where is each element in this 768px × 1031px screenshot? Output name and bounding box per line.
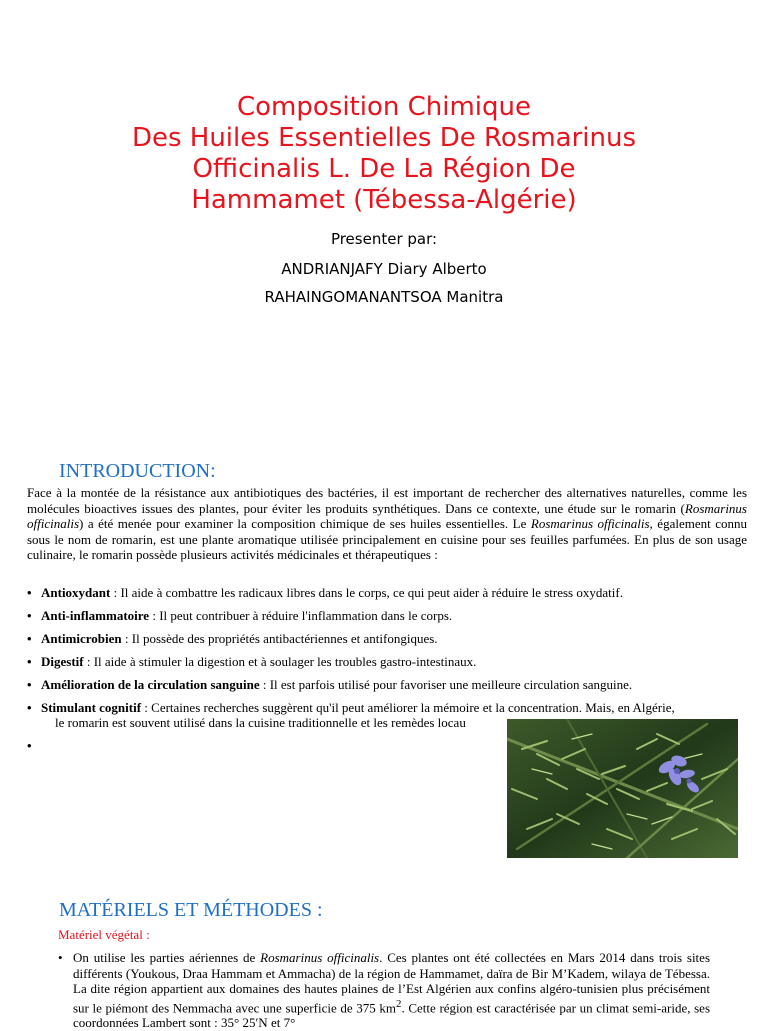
paragraph-text: On utilise les parties aériennes de xyxy=(73,950,261,965)
bullet: • xyxy=(27,631,32,646)
property-term: Digestif xyxy=(41,654,84,669)
title-line: Des Huiles Essentielles De Rosmarinus xyxy=(131,123,637,153)
bullet: • xyxy=(27,654,32,669)
property-text: : Certaines recherches suggèrent qu'il peut améliorer la mémoire et la concentration. Mais, en Algérie, xyxy=(141,700,675,715)
methods-paragraph xyxy=(58,950,710,1031)
plant-material-label: Matériel végétal : xyxy=(58,927,150,942)
property-text: : Il possède des propriétés antibactériennes et antifongiques. xyxy=(121,631,438,646)
author-name: ANDRIANJAFY Diary Alberto xyxy=(281,260,487,278)
rosemary-photo xyxy=(507,719,738,858)
species-name: Rosmarinus officinalis xyxy=(260,950,380,965)
list-item xyxy=(27,608,747,623)
methods-heading: MATÉRIELS ET MÉTHODES : xyxy=(59,899,323,921)
title-line: Hammamet (Tébessa-Algérie) xyxy=(191,185,577,215)
list-item xyxy=(27,631,747,646)
paragraph-text: , également connu sous le nom de romarin, est une plante aromatique utilisée principalement en cuisine pour ses feuilles parfumées. En plus de son usage culinaire, le romarin possède plusieurs activités médicinales et thérapeutiques : xyxy=(27,516,748,562)
property-term: Antioxydant xyxy=(41,585,111,600)
property-term: Anti-inflammatoire xyxy=(41,608,150,623)
superscript: 2 xyxy=(396,997,402,1010)
property-text: : Il aide à combattre les radicaux libres dans le corps, ce qui peut aider à réduire le stress oxydatif. xyxy=(110,585,623,600)
bullet: • xyxy=(27,677,32,692)
list-item xyxy=(27,585,747,600)
bullet: • xyxy=(58,950,63,965)
property-text: : Il aide à stimuler la digestion et à soulager les troubles gastro-intestinaux. xyxy=(83,654,477,669)
property-term: Stimulant cognitif xyxy=(41,700,142,715)
title-line: Officinalis L. De La Région De xyxy=(192,154,576,184)
bullet: • xyxy=(27,700,32,715)
bullet: • xyxy=(27,738,32,753)
introduction-paragraph xyxy=(27,485,747,563)
species-name: Rosmarinus officinalis xyxy=(530,516,650,531)
paragraph-text: . Ces plantes ont été collectées en Mars 2014 dans trois sites différents (Youkous, Draa Hammam et Ammacha) de la région de Hammamet, daïra de Bir M’Kadem, wilaya de Tébessa. La dite région appartient aux domaines des hautes plaines de l’Est Algérien aux confins algéro-tunisien plus précisément sur le piémont des Nemmacha avec une superficie de 375 km xyxy=(73,950,710,1015)
property-text: le romarin est souvent utilisé dans la cuisine traditionnelle et les remèdes locau xyxy=(55,715,466,730)
bullet: • xyxy=(27,585,32,600)
paragraph-text: ) a été menée pour examiner la composition chimique de ses huiles essentielles. Le xyxy=(79,516,531,531)
bullet: • xyxy=(27,608,32,623)
species-name: Rosmarinus officinalis xyxy=(27,500,747,531)
paragraph-text: . Cette région est caractérisée par un climat semi-aride, ses coordonnées Lambert sont : 35° 25′N et 7° xyxy=(73,999,711,1031)
rosemary-illustration xyxy=(507,719,738,858)
list-item xyxy=(27,654,747,669)
author-name: RAHAINGOMANANTSOA Manitra xyxy=(264,288,504,306)
document-title xyxy=(0,92,768,216)
property-text: : Il est parfois utilisé pour favoriser une meilleure circulation sanguine. xyxy=(259,677,633,692)
paragraph-text xyxy=(58,950,710,1031)
list-item xyxy=(27,677,747,692)
introduction-heading: INTRODUCTION: xyxy=(59,460,216,482)
title-line: Composition Chimique xyxy=(236,92,532,122)
presenter-label: Presenter par: xyxy=(330,230,438,248)
property-text: : Il peut contribuer à réduire l'inflammation dans le corps. xyxy=(149,608,453,623)
property-term: Antimicrobien xyxy=(41,631,122,646)
property-term: Amélioration de la circulation sanguine xyxy=(41,677,260,692)
paragraph-text: Face à la montée de la résistance aux antibiotiques des bactéries, il est important de rechercher des alternatives naturelles, comme les molécules bioactives issues des plantes, pour éviter les produits synthétiques. Dans ce contexte, une étude sur le romarin ( xyxy=(27,485,747,516)
